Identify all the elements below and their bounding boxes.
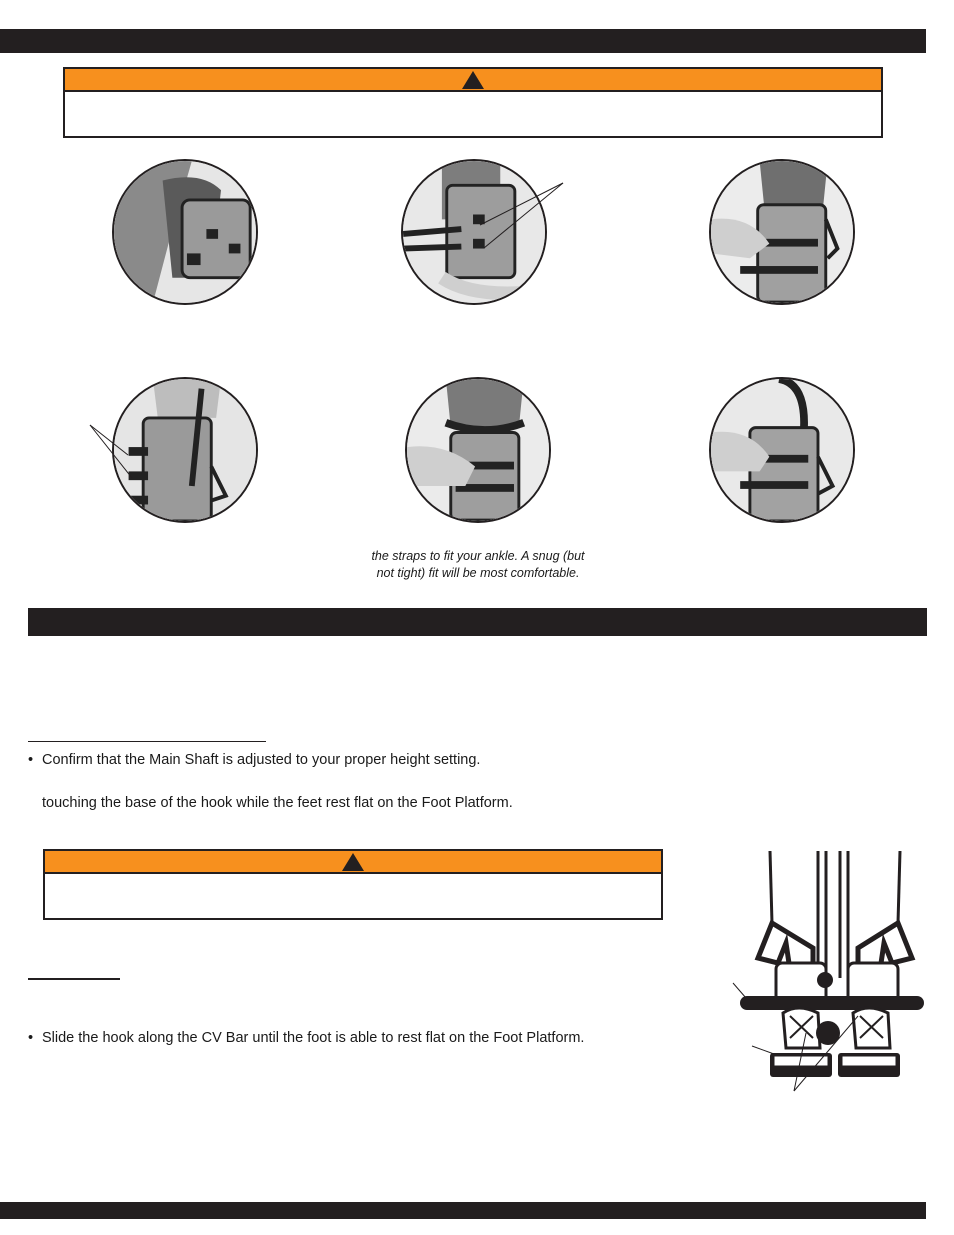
warning-box-middle (43, 849, 663, 920)
caption-line-2: not tight) fit will be most comfortable. (376, 566, 580, 580)
section-header-bar-middle (28, 608, 927, 636)
warning-header (65, 69, 881, 92)
section-header-bar-top (0, 29, 926, 53)
section-header-bar-bottom (0, 1202, 926, 1219)
warning-header (45, 851, 661, 874)
warning-triangle-icon (462, 71, 484, 89)
photo-step-1 (112, 159, 258, 305)
photo-caption (338, 548, 618, 582)
warning-triangle-icon (342, 853, 364, 871)
subheading-underline-1 (28, 741, 266, 742)
photo-step-3 (709, 159, 855, 305)
caption-line-1: the straps to fit your ankle. A snug (but (371, 549, 585, 563)
instruction-text-3: Slide the hook along the CV Bar until the foot is able to rest flat on the Foot Platform. (42, 1030, 585, 1046)
instruction-bullet-3 (28, 1029, 584, 1047)
callout-lines-step-4 (88, 422, 148, 482)
instruction-continuation-2: touching the base of the hook while the feet rest flat on the Foot Platform. (42, 795, 513, 811)
warning-box-top (63, 67, 883, 138)
instruction-bullet-1 (28, 751, 480, 769)
photo-step-6 (709, 377, 855, 523)
bullet-dot: • (28, 752, 34, 768)
photo-step-5 (405, 377, 551, 523)
bullet-dot: • (28, 1030, 34, 1046)
instruction-text-1: Confirm that the Main Shaft is adjusted to your proper height setting. (42, 752, 481, 768)
ankle-holder-illustration (728, 848, 928, 1093)
subheading-underline-2 (28, 978, 120, 980)
callout-lines-step-2 (470, 180, 570, 250)
